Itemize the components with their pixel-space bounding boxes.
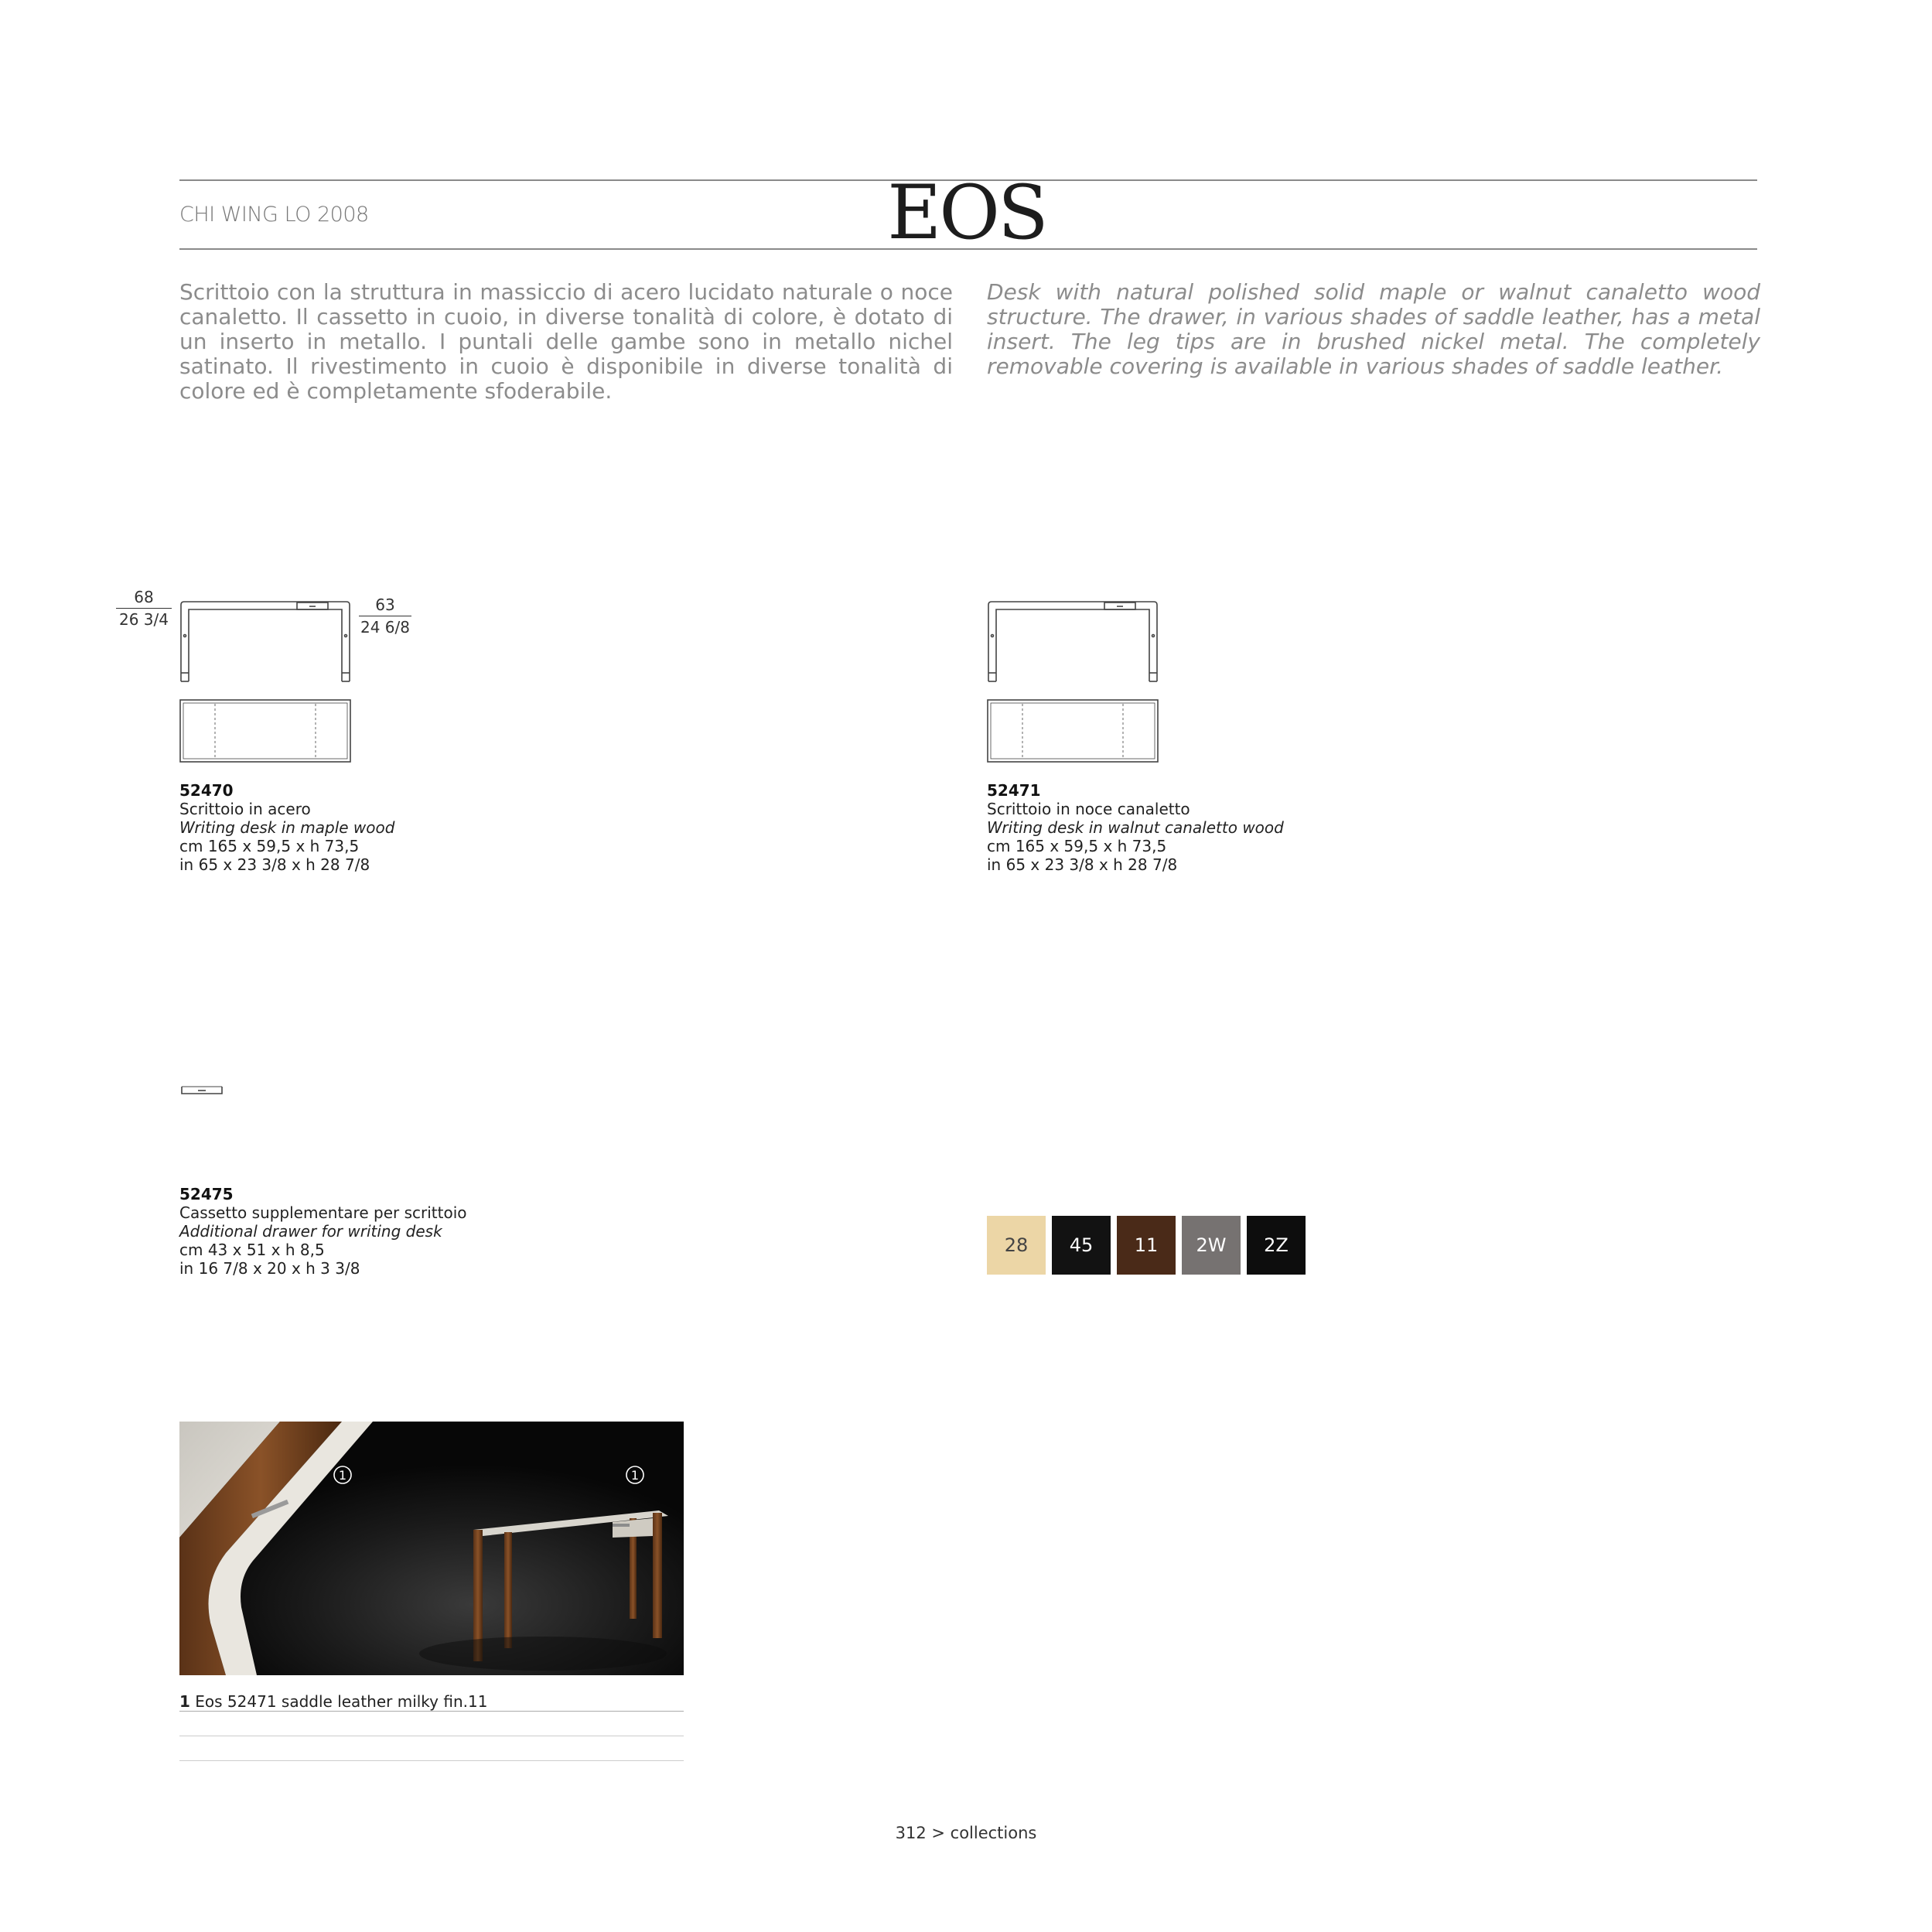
photo-caption <box>179 1692 487 1711</box>
finish-swatch-28 <box>987 1216 1046 1275</box>
product-code: 52470 <box>179 781 234 800</box>
desk-top-plan-drawing <box>179 699 351 763</box>
product-name-en: Writing desk in walnut canaletto wood <box>987 818 1284 837</box>
product-code: 52475 <box>179 1185 234 1203</box>
product-size-cm: cm 165 x 59,5 x h 73,5 <box>987 837 1167 855</box>
description-italian: Scrittoio con la struttura in massiccio di acero lucidato naturale o noce canaletto. Il cassetto in cuoio, in diverse tonalità di colore, è dotato di un inserto in metallo. I puntali delle gambe sono in metallo nichel satinato. Il rivestimento in cuoio è disponibile in diverse tonalità di colore ed è completamente sfoderabile. <box>179 279 953 404</box>
drawer-drawing <box>181 1086 223 1097</box>
finish-code: 11 <box>1134 1234 1159 1256</box>
depth-in: 24 6/8 <box>360 618 410 637</box>
desk-front-elevation-drawing <box>179 602 351 682</box>
height-in: 26 3/4 <box>119 610 169 629</box>
height-cm: 68 <box>116 586 172 609</box>
product-size-in: in 65 x 23 3/8 x h 28 7/8 <box>179 855 370 874</box>
depth-cm: 63 <box>359 594 411 616</box>
finish-swatch-2Z <box>1247 1216 1306 1275</box>
product-name-en: Writing desk in maple wood <box>179 818 395 837</box>
finish-swatch-45 <box>1052 1216 1111 1275</box>
product-size-in: in 65 x 23 3/8 x h 28 7/8 <box>987 855 1178 874</box>
product-size-cm: cm 165 x 59,5 x h 73,5 <box>179 837 360 855</box>
caption-number: 1 <box>179 1692 190 1711</box>
desk-walnut-front-elevation-drawing <box>987 602 1159 682</box>
designer-credit: CHI WING LO 2008 <box>179 203 369 227</box>
product-52470 <box>179 781 643 874</box>
page-footer: 312 > collections <box>895 1824 1037 1842</box>
finish-code: 2Z <box>1264 1234 1289 1256</box>
product-52475 <box>179 1185 643 1278</box>
finish-code: 28 <box>1004 1234 1029 1256</box>
photo-marker-left: 1 <box>338 1468 347 1483</box>
finish-swatch-11 <box>1117 1216 1176 1275</box>
caption-rule-3 <box>179 1760 684 1761</box>
photo-marker-right: 1 <box>630 1468 640 1483</box>
product-size-cm: cm 43 x 51 x h 8,5 <box>179 1241 325 1259</box>
finish-swatch-2W <box>1182 1216 1241 1275</box>
product-size-in: in 16 7/8 x 20 x h 3 3/8 <box>179 1259 360 1278</box>
height-dimension <box>116 586 172 630</box>
finish-code: 45 <box>1069 1234 1094 1256</box>
depth-dimension <box>359 594 411 638</box>
desk-walnut-top-plan-drawing <box>987 699 1159 763</box>
product-photo-illustration <box>179 1422 684 1675</box>
product-52471 <box>987 781 1451 874</box>
caption-text: Eos 52471 saddle leather milky fin.11 <box>189 1692 488 1711</box>
product-name-it: Scrittoio in acero <box>179 800 311 818</box>
caption-rule-1 <box>179 1711 684 1712</box>
page-title: EOS <box>887 169 1046 256</box>
description-english: Desk with natural polished solid maple or walnut canaletto wood structure. The drawer, in various shades of saddle leather, has a metal insert. The leg tips are in brushed nickel metal. The completely removable covering is available in various shades of saddle leather. <box>987 279 1760 379</box>
product-name-it: Cassetto supplementare per scrittoio <box>179 1203 467 1222</box>
product-name-it: Scrittoio in noce canaletto <box>987 800 1190 818</box>
finish-code: 2W <box>1196 1234 1227 1256</box>
product-code: 52471 <box>987 781 1041 800</box>
product-photo <box>179 1422 684 1675</box>
product-name-en: Additional drawer for writing desk <box>179 1222 442 1241</box>
